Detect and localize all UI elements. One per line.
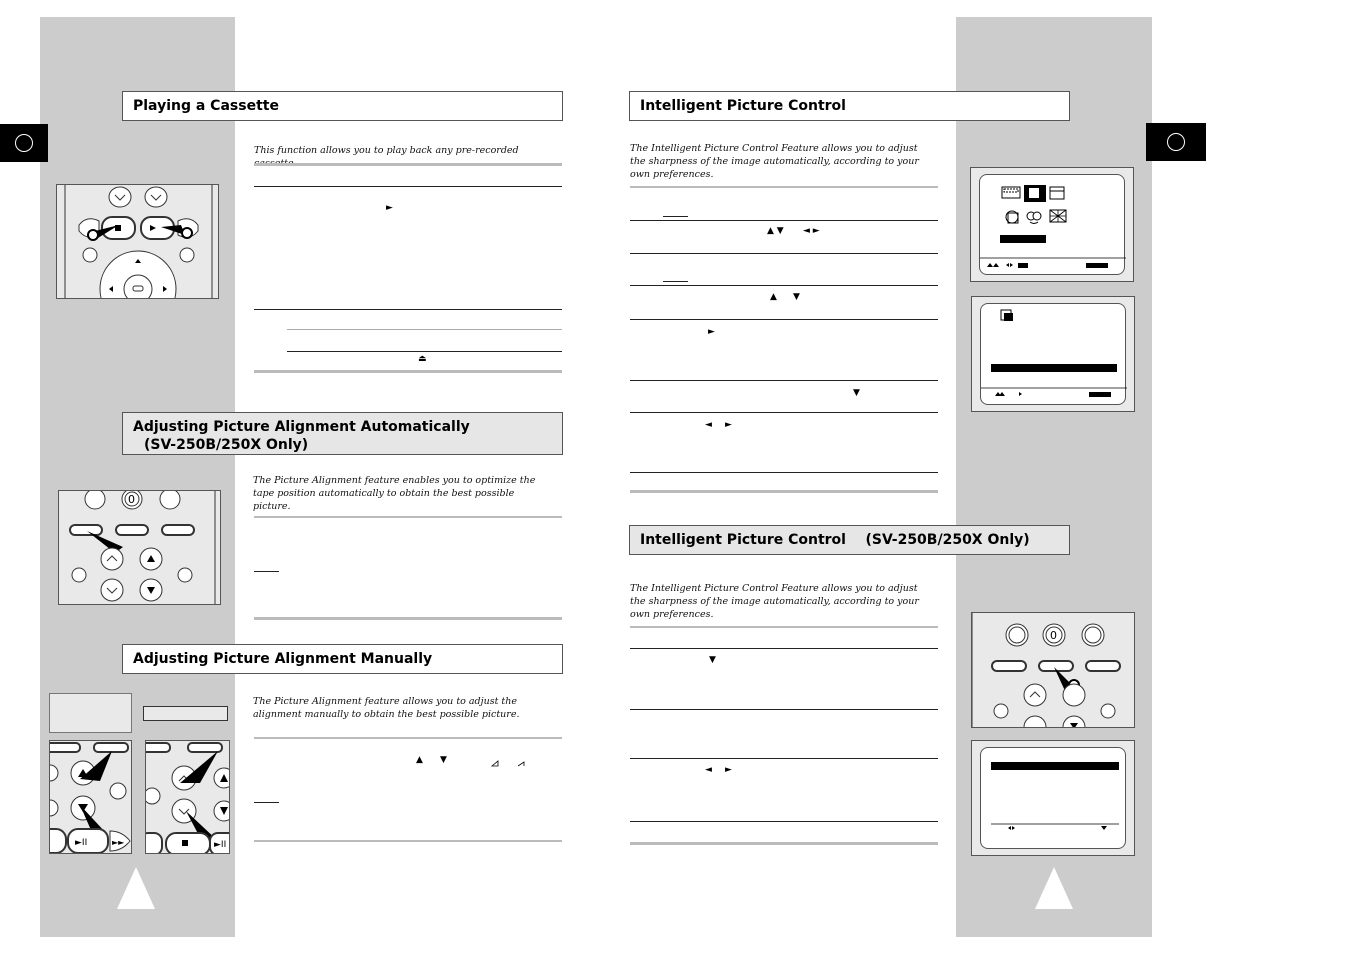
- remote-illustration-ipc: [971, 612, 1135, 728]
- note-underline: [663, 216, 688, 217]
- osd-ipc-sv250-inner: [980, 747, 1126, 849]
- divider: [630, 253, 938, 254]
- section-intro: The Picture Alignment feature allows you to adjust the alignment manually to obtain the best possible picture.: [253, 696, 520, 720]
- section-title-text: Playing a Cassette: [133, 98, 279, 114]
- note-underline: [254, 571, 279, 572]
- divider: [254, 370, 562, 373]
- divider: [630, 472, 938, 473]
- down-arrow-icon: ▼: [709, 655, 716, 665]
- divider: [630, 758, 938, 759]
- divider: [630, 842, 938, 845]
- right-page-tab: [1146, 123, 1206, 161]
- up-arrow-icon: ▲: [770, 292, 777, 302]
- osd-ipc-screen: [971, 296, 1135, 412]
- left-page-marker-triangle: [117, 867, 155, 909]
- right-page-marker-triangle: [1035, 867, 1073, 909]
- osd-ipc-inner: [980, 303, 1126, 405]
- ffwd-label: ►►: [112, 838, 125, 847]
- section-title-ipc: [629, 91, 1070, 121]
- divider: [630, 626, 938, 628]
- divider: [630, 821, 938, 822]
- zero-key-label: 0: [128, 493, 135, 506]
- section-intro: The Intelligent Picture Control Feature allows you to adjust the sharpness of the image automatically, according to your own preferences.: [630, 583, 919, 620]
- divider: [630, 186, 938, 188]
- left-arrow-icon: ◄: [705, 765, 712, 775]
- left-page-tab: [0, 124, 48, 162]
- remote-auto-drawing: [59, 491, 221, 605]
- remote-play-drawing: [57, 185, 219, 299]
- section-title-text: Intelligent Picture Control (SV-250B/250X Only): [640, 532, 1030, 548]
- osd-ipc-sv250-drawing: [981, 748, 1127, 850]
- section-title-auto-alignment: [122, 412, 563, 455]
- remote-illustration-play: [56, 184, 219, 299]
- up-down-arrows-icon: ▲ ▼: [767, 226, 784, 236]
- play-pause-label: ►II: [214, 840, 227, 850]
- up-arrow-icon: ▲: [416, 755, 423, 765]
- remote-illustration-auto: [58, 490, 221, 605]
- section-title-manual-alignment: [122, 644, 563, 674]
- divider: [254, 163, 562, 166]
- down-arrow-icon: ▼: [440, 755, 447, 765]
- section-title-text: Adjusting Picture Alignment Manually: [133, 651, 433, 667]
- left-arrow-icon: ◄: [705, 420, 712, 430]
- remote-ipc-drawing: [972, 613, 1135, 728]
- section-intro: The Picture Alignment feature enables you to optimize the tape position automatically to obtain the best possible picture.: [253, 475, 536, 512]
- divider: [630, 220, 938, 221]
- play-pause-label: ►II: [75, 838, 88, 848]
- remote-illustration-manual-up: [49, 740, 132, 854]
- osd-menu-screen: [970, 167, 1134, 282]
- note-underline: [254, 802, 279, 803]
- tab-circle-icon: [15, 134, 33, 152]
- tracking-meter-icons: [490, 760, 530, 768]
- remote-manual-down-drawing: [146, 741, 230, 854]
- section-title-line2: (SV-250B/250X Only): [144, 437, 309, 453]
- eject-icon: ⏏: [418, 354, 427, 364]
- section-intro: The Intelligent Picture Control Feature allows you to adjust the sharpness of the image automatically, according to your own preferences.: [630, 143, 919, 180]
- tab-circle-icon: [1167, 133, 1185, 151]
- section-title-line1: Adjusting Picture Alignment Automatically: [133, 419, 470, 435]
- divider: [254, 617, 562, 620]
- divider: [254, 737, 562, 739]
- osd-menu-icons: [980, 175, 1126, 276]
- divider: [254, 186, 562, 187]
- tv-screen-placeholder: [49, 693, 132, 733]
- down-arrow-icon: ▼: [793, 292, 800, 302]
- section-title-ipc-sv250: [629, 525, 1070, 555]
- osd-ipc-sv250-screen: [971, 740, 1135, 856]
- right-arrow-icon: ►: [725, 765, 732, 775]
- section-title-text: Intelligent Picture Control: [640, 98, 846, 114]
- remote-manual-up-drawing: [50, 741, 132, 854]
- divider: [287, 329, 562, 330]
- divider: [630, 412, 938, 413]
- remote-illustration-manual-down: [145, 740, 230, 854]
- osd-ipc-drawing: [981, 304, 1127, 406]
- divider: [630, 648, 938, 649]
- right-arrow-icon: ►: [708, 327, 715, 337]
- left-right-arrows-icon: ◄ ►: [803, 226, 820, 236]
- divider: [630, 285, 938, 286]
- zero-key-label: 0: [1050, 629, 1057, 642]
- note-underline: [663, 281, 688, 282]
- divider: [630, 709, 938, 710]
- down-arrow-icon: ▼: [853, 388, 860, 398]
- divider: [630, 380, 938, 381]
- tracking-bar-placeholder: [143, 706, 228, 721]
- divider: [254, 516, 562, 518]
- section-title-playing-cassette: [122, 91, 563, 121]
- section-intro: This function allows you to play back any pre-recorded cassette.: [254, 145, 519, 169]
- divider: [630, 490, 938, 493]
- right-arrow-icon: ►: [725, 420, 732, 430]
- osd-menu-inner: [979, 174, 1125, 275]
- divider: [287, 351, 562, 352]
- play-icon: ►: [386, 203, 393, 213]
- divider: [254, 840, 562, 842]
- divider: [254, 309, 562, 310]
- divider: [630, 319, 938, 320]
